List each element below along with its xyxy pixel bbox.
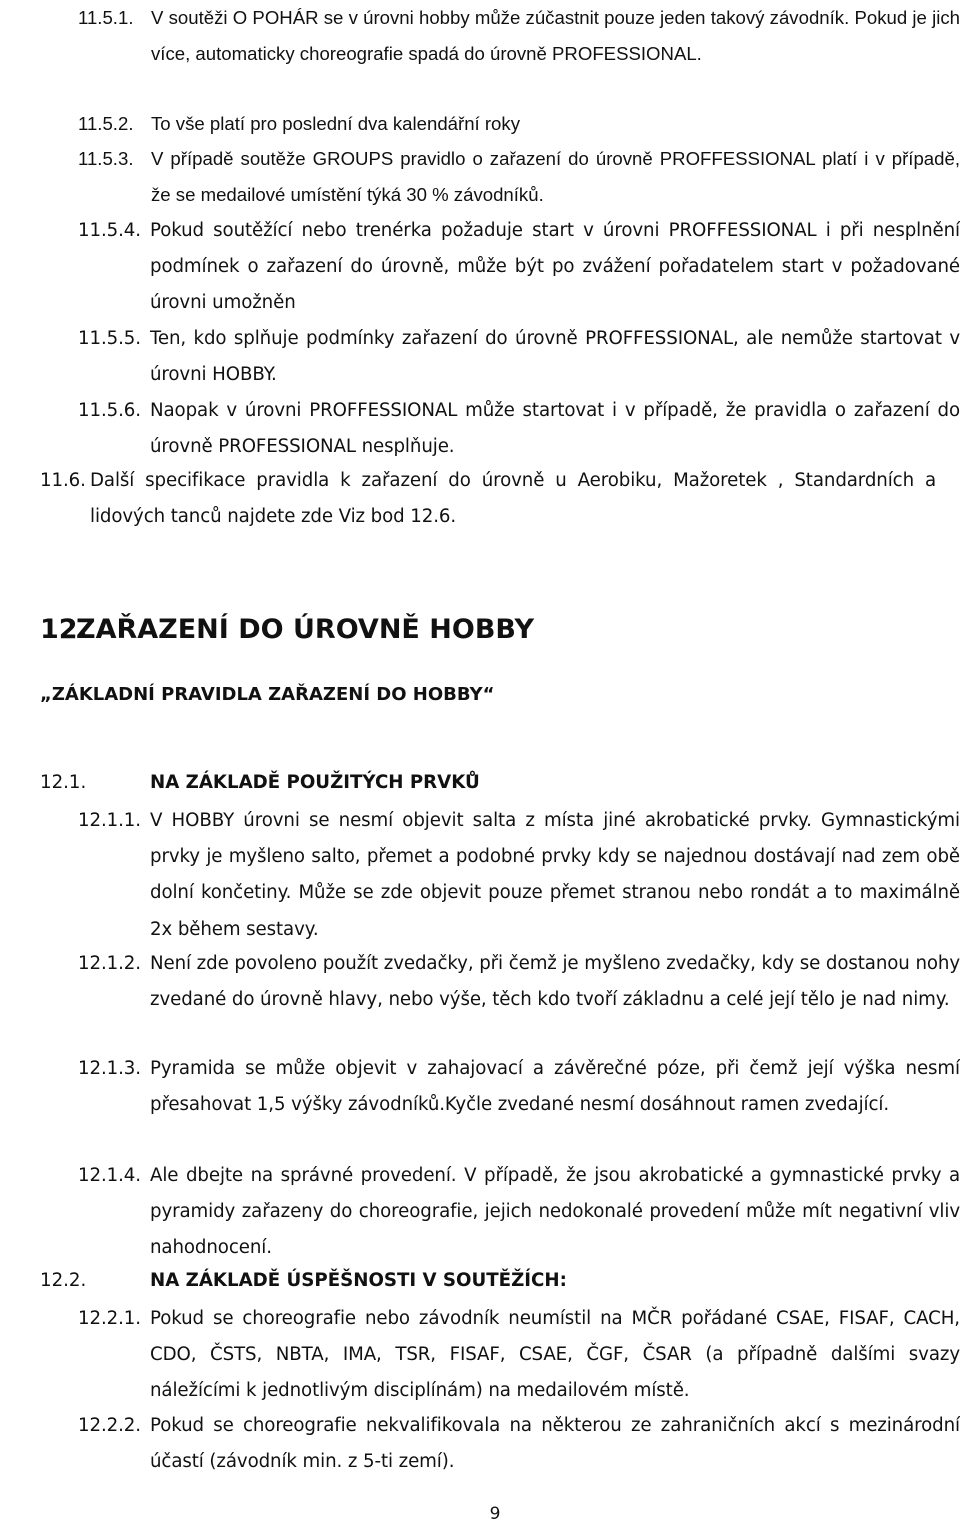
- chapter-title: ZAŘAZENÍ DO ÚROVNĚ HOBBY: [76, 614, 535, 645]
- item-text: Pokud se choreografie nekvalifikovala na některou ze zahraničních akcí s mezinárodní účastí (závodník min. z 5-ti zemí).: [150, 1415, 960, 1473]
- list-item: [78, 0, 960, 72]
- item-text: Pokud se choreografie nebo závodník neumístil na MČR pořádané CSAE, FISAF, CACH, CDO, ČSTS, NBTA, IMA, TSR, FISAF, CSAE, ČGF, ČSAR (a případně dalšími svazy náležícími k jednotlivým disciplínám) na medailovém místě.: [150, 1308, 960, 1402]
- section-title: NA ZÁKLADĚ POUŽITÝCH PRVKŮ: [150, 772, 480, 793]
- item-text: Ten, kdo splňuje podmínky zařazení do úrovně PROFFESSIONAL, ale nemůže startovat v úrovni HOBBY.: [150, 328, 960, 386]
- page-number: 9: [489, 1504, 501, 1524]
- item-number: 12.1.1.: [78, 810, 141, 831]
- section-number: 12.2.: [40, 1270, 87, 1291]
- item-number: 11.5.6.: [78, 400, 141, 421]
- section-title: NA ZÁKLADĚ ÚSPĚŠNOSTI V SOUTĚŽÍCH:: [150, 1270, 567, 1291]
- item-number: 12.2.2.: [78, 1415, 141, 1436]
- item-text: Naopak v úrovni PROFFESSIONAL může startovat i v případě, že pravidla o zařazení do úrovně PROFESSIONAL nesplňuje.: [150, 400, 960, 458]
- section-number: 12.1.: [40, 772, 87, 793]
- item-number: 11.5.4.: [78, 220, 141, 241]
- subheading: „ZÁKLADNÍ PRAVIDLA ZAŘAZENÍ DO HOBBY“: [40, 684, 495, 705]
- list-item: [78, 141, 960, 213]
- list-item: [78, 106, 960, 142]
- list-item: [78, 393, 960, 465]
- item-number: 12.1.2.: [78, 953, 141, 974]
- list-item: [78, 803, 960, 948]
- item-number: 12.1.3.: [78, 1058, 141, 1079]
- item-number: 12.2.1.: [78, 1308, 141, 1329]
- list-item: [78, 321, 960, 393]
- list-item: [78, 946, 960, 1018]
- item-number: 11.6.: [40, 470, 86, 491]
- item-number: 11.5.2.: [78, 113, 134, 134]
- item-text: Ale dbejte na správné provedení. V případě, že jsou akrobatické a gymnastické prvky a pyramidy zařazeny do choreografie, jejich nedokonalé provedení může mít negativní vliv nahodnocení.: [150, 1165, 960, 1259]
- list-item: [78, 213, 960, 322]
- item-number: 11.5.1.: [78, 7, 134, 28]
- item-text: V soutěži O POHÁR se v úrovni hobby může zúčastnit pouze jeden takový závodník. Pokud je jich více, automaticky choreografie spadá do úrovně PROFESSIONAL.: [151, 7, 960, 65]
- list-item: [78, 1158, 960, 1267]
- list-item: [40, 463, 936, 535]
- item-text: To vše platí pro poslední dva kalendářní roky: [151, 113, 520, 134]
- chapter-number: 12.: [40, 614, 88, 645]
- item-number: 11.5.5.: [78, 328, 141, 349]
- list-item: [78, 1301, 960, 1410]
- item-text: Není zde povoleno použít zvedačky, při čemž je myšleno zvedačky, kdy se dostanou nohy zvedané do úrovně hlavy, nebo výše, těch kdo tvoří základnu a celé její tělo je nad nimy.: [150, 953, 960, 1011]
- item-number: 11.5.3.: [78, 148, 134, 169]
- item-text: Pyramida se může objevit v zahajovací a závěrečné póze, při čemž její výška nesmí přesahovat 1,5 výšky závodníků.Kyčle zvedané nesmí dosáhnout ramen zvedající.: [150, 1058, 960, 1116]
- section-heading: [40, 1270, 567, 1291]
- item-text: V případě soutěže GROUPS pravidlo o zařazení do úrovně PROFFESSIONAL platí i v případě, že se medailové umístění týká 30 % závodníků.: [151, 148, 960, 206]
- list-item: [78, 1051, 960, 1123]
- section-heading: [40, 772, 480, 793]
- list-item: [78, 1408, 960, 1480]
- item-number: 12.1.4.: [78, 1165, 141, 1186]
- item-text: Pokud soutěžící nebo trenérka požaduje start v úrovni PROFFESSIONAL i při nesplnění podmínek o zařazení do úrovně, může být po zvážení pořadatelem start v požadované úrovni umožněn: [150, 220, 960, 314]
- chapter-heading: [40, 614, 534, 645]
- item-text: Další specifikace pravidla k zařazení do úrovně u Aerobiku, Mažoretek , Standardních a lidových tanců najdete zde Viz bod 12.6.: [90, 470, 936, 528]
- item-text: V HOBBY úrovni se nesmí objevit salta z místa jiné akrobatické prvky. Gymnastickými prvky je myšleno salto, přemet a podobné prvky kdy se najednou dostávají nad zem obě dolní končetiny. Může se zde objevit pouze přemet stranou nebo rondát a to maximálně 2x během sestavy.: [150, 810, 960, 940]
